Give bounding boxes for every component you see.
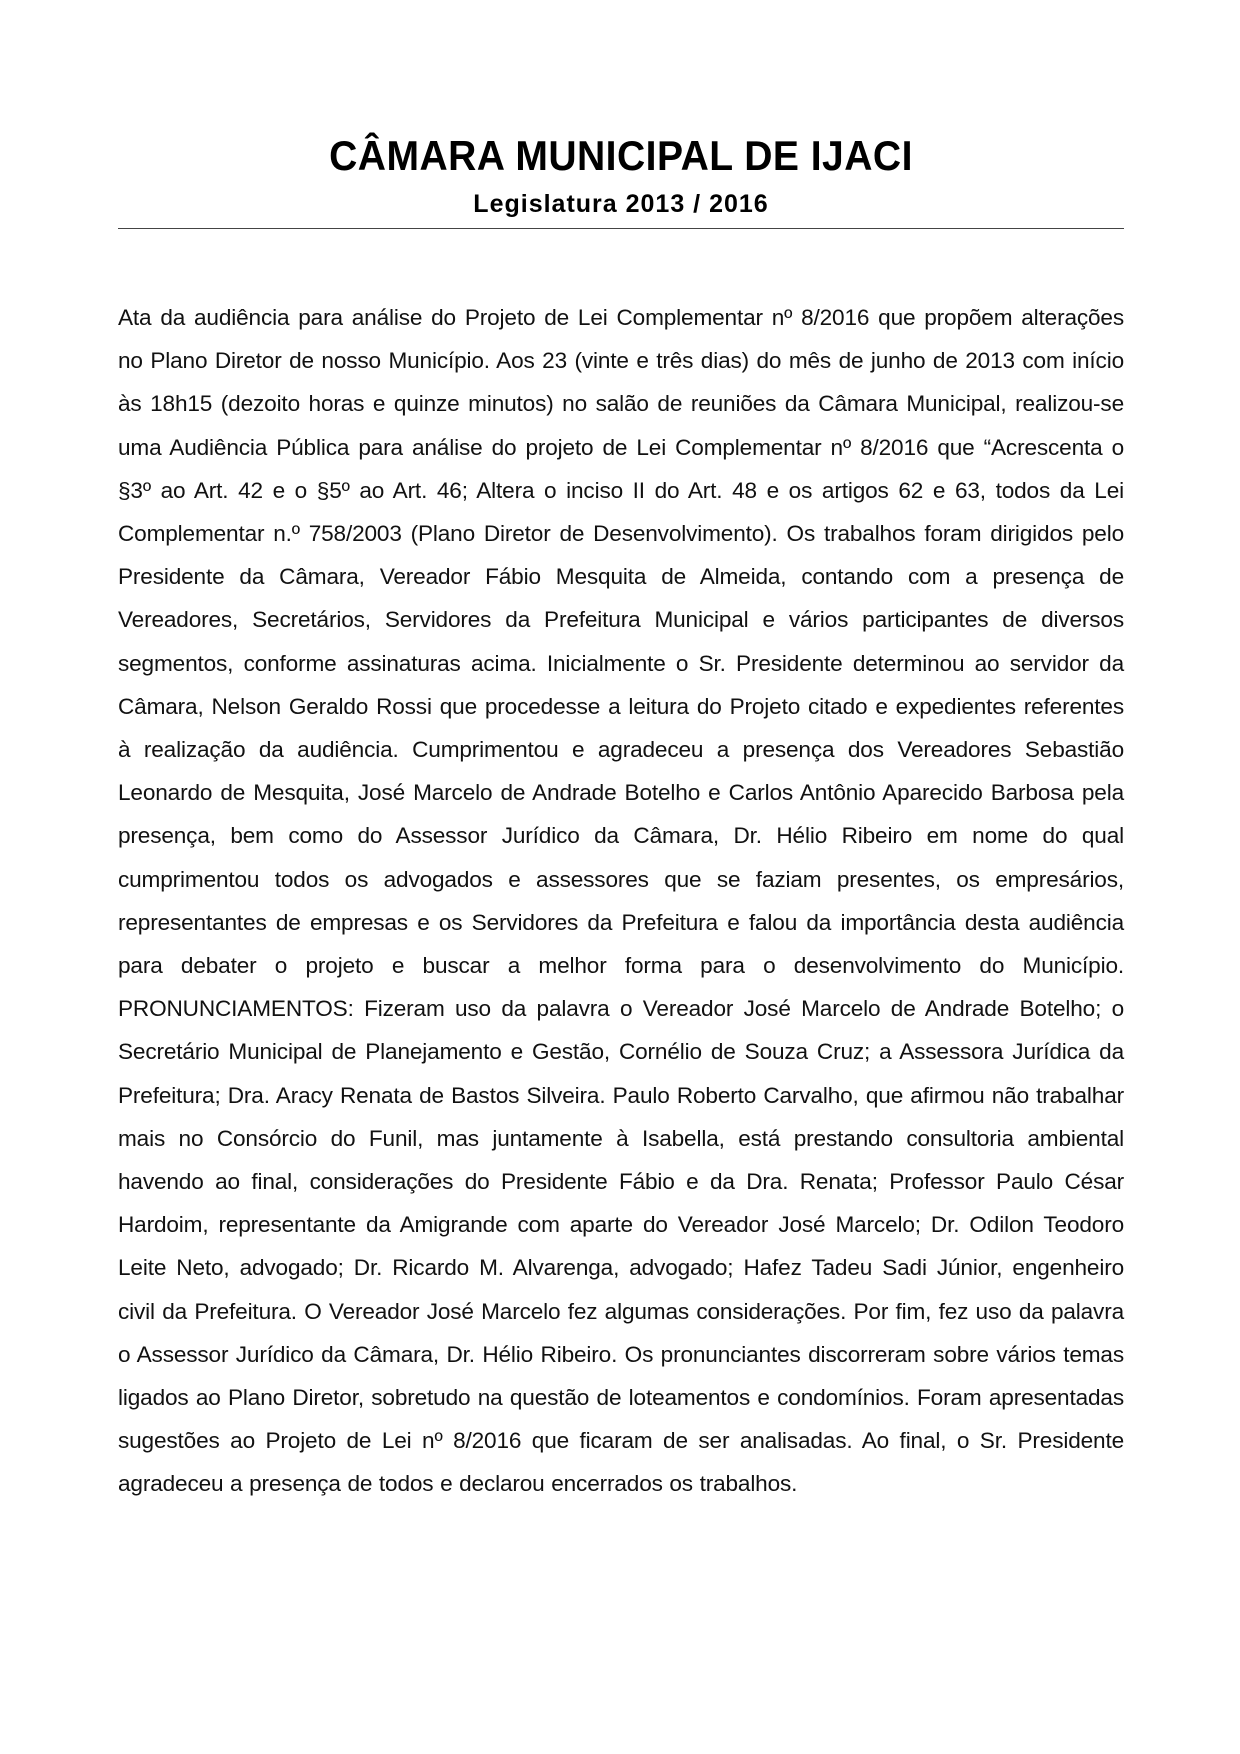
institution-title: CÂMARA MUNICIPAL DE IJACI bbox=[329, 132, 913, 179]
minutes-paragraph: Ata da audiência para análise do Projeto de Lei Complementar nº 8/2016 que propõem alterações no Plano Diretor de nosso Município. Aos 23 (vinte e três dias) do mês de junho de 2013 com início às 18h15 (dezoito horas e quinze minutos) no salão de reuniões da Câmara Municipal, realizou-se uma Audiência Pública para análise do projeto de Lei Complementar nº 8/2016 que “Acrescenta o §3º ao Art. 42 e o §5º ao Art. 46; Altera o inciso II do Art. 48 e os artigos 62 e 63, todos da Lei Complementar n.º 758/2003 (Plano Diretor de Desenvolvimento). Os trabalhos foram dirigidos pelo Presidente da Câmara, Vereador Fábio Mesquita de Almeida, contando com a presença de Vereadores, Secretários, Servidores da Prefeitura Municipal e vários participantes de diversos segmentos, conforme assinaturas acima. Inicialmente o Sr. Presidente determinou ao servidor da Câmara, Nelson Geraldo Rossi que procedesse a leitura do Projeto citado e expedientes referentes à realização da audiência. Cumprimentou e agradeceu a presença dos Vereadores Sebastião Leonardo de Mesquita, José Marcelo de Andrade Botelho e Carlos Antônio Aparecido Barbosa pela presença, bem como do Assessor Jurídico da Câmara, Dr. Hélio Ribeiro em nome do qual cumprimentou todos os advogados e assessores que se faziam presentes, os empresários, representantes de empresas e os Servidores da Prefeitura e falou da importância desta audiência para debater o projeto e buscar a melhor forma para o desenvolvimento do Município. PRONUNCIAMENTOS: Fizeram uso da palavra o Vereador José Marcelo de Andrade Botelho; o Secretário Municipal de Planejamento e Gestão, Cornélio de Souza Cruz; a Assessora Jurídica da Prefeitura; Dra. Aracy Renata de Bastos Silveira. Paulo Roberto Carvalho, que afirmou não trabalhar mais no Consórcio do Funil, mas juntamente à Isabella, está prestando consultoria ambiental havendo ao final, considerações do Presidente Fábio e da Dra. Renata; Professor Paulo César Hardoim, representante da Amigrande com aparte do Vereador José Marcelo; Dr. Odilon Teodoro Leite Neto, advogado; Dr. Ricardo M. Alvarenga, advogado; Hafez Tadeu Sadi Júnior, engenheiro civil da Prefeitura. O Vereador José Marcelo fez algumas considerações. Por fim, fez uso da palavra o Assessor Jurídico da Câmara, Dr. Hélio Ribeiro. Os pronunciantes discorreram sobre vários temas ligados ao Plano Diretor, sobretudo na questão de loteamentos e condomínios. Foram apresentadas sugestões ao Projeto de Lei nº 8/2016 que ficaram de ser analisadas. Ao final, o Sr. Presidente agradeceu a presença de todos e declarou encerrados os trabalhos. bbox=[118, 305, 1124, 1497]
header-divider bbox=[118, 228, 1124, 229]
legislature-subtitle: Legislatura 2013 / 2016 bbox=[473, 190, 769, 218]
document-header bbox=[118, 128, 1124, 222]
